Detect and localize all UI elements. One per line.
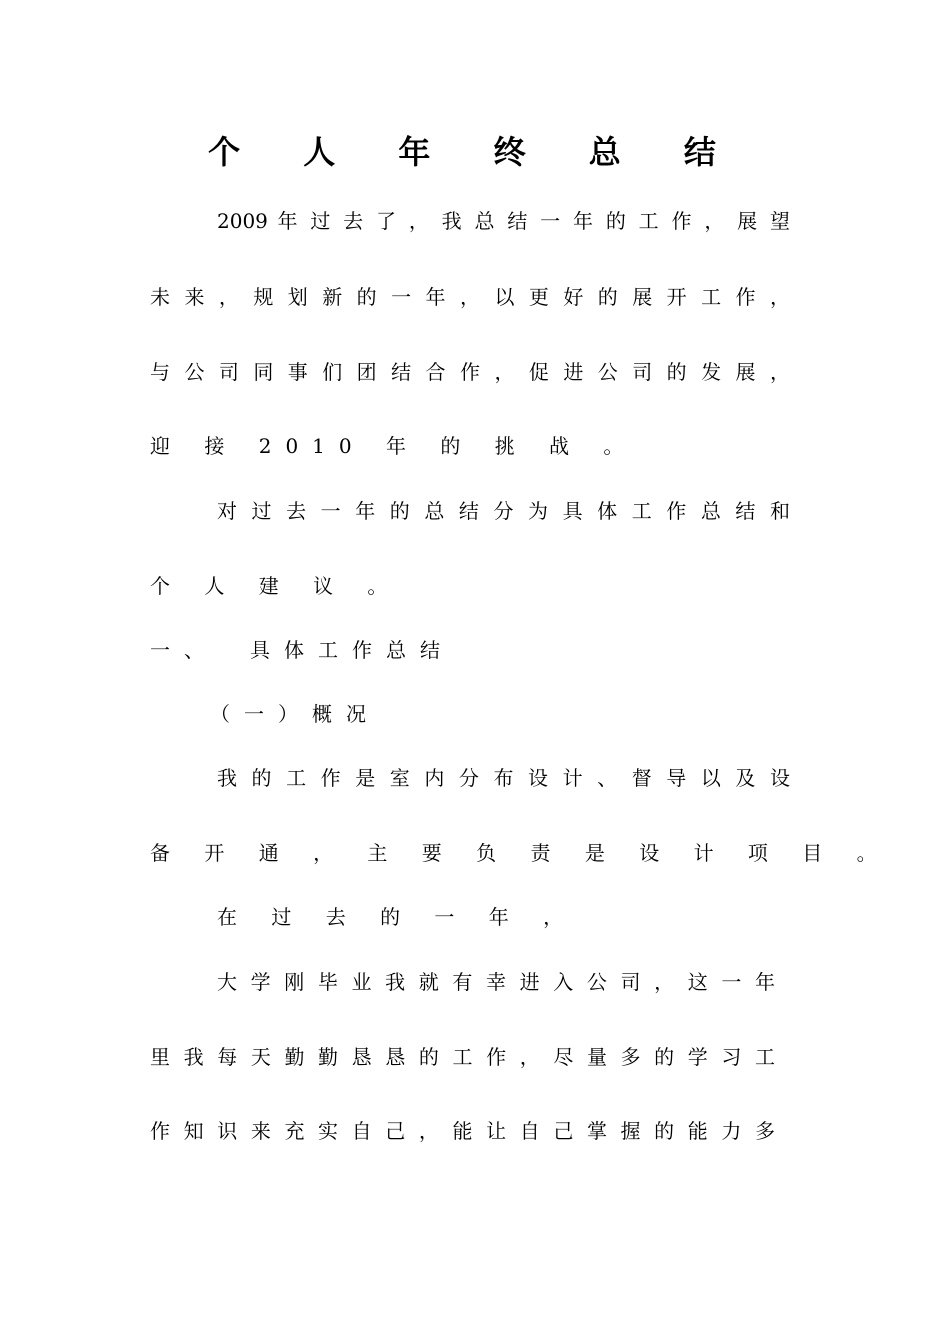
section-heading-text: 具体工作总结: [250, 638, 454, 662]
section-heading: [150, 634, 790, 666]
paragraph-line: 在 过 去 的 一 年 ，: [217, 905, 578, 929]
paragraph-line: 未 来 ， 规 划 新 的 一 年 ， 以 更 好 的 展 开 工 作 ，: [150, 285, 790, 309]
paragraph-line: 备 开 通 ， 主 要 负 责 是 设 计 项 目 。: [150, 841, 891, 865]
paragraph-line: 我 的 工 作 是 室 内 分 布 设 计 、 督 导 以 及 设: [217, 766, 790, 790]
paragraph-line: 里 我 每 天 勤 勤 恳 恳 的 工 作 ， 尽 量 多 的 学 习 工: [150, 1045, 775, 1069]
paragraph-line: 迎 接 2010 年 的 挑 战 。: [150, 434, 638, 458]
subsection-heading: （一）概况: [210, 702, 380, 726]
paragraph-line: 作 知 识 来 充 实 自 己 ， 能 让 自 己 掌 握 的 能 力 多: [150, 1119, 775, 1143]
document-title: 个 人 年 终 总 结: [208, 133, 742, 171]
paragraph-line: 2009 年 过 去 了 ， 我 总 结 一 年 的 工 作 ， 展 望: [217, 209, 790, 233]
paragraph-line: 与 公 司 同 事 们 团 结 合 作 ， 促 进 公 司 的 发 展 ，: [150, 360, 790, 384]
paragraph-line: 大 学 刚 毕 业 我 就 有 幸 进 入 公 司 ， 这 一 年: [217, 970, 775, 994]
section-number: 一、: [150, 638, 218, 662]
paragraph-line: 对 过 去 一 年 的 总 结 分 为 具 体 工 作 总 结 和: [217, 499, 790, 523]
paragraph-line: 个 人 建 议 。: [150, 574, 402, 598]
